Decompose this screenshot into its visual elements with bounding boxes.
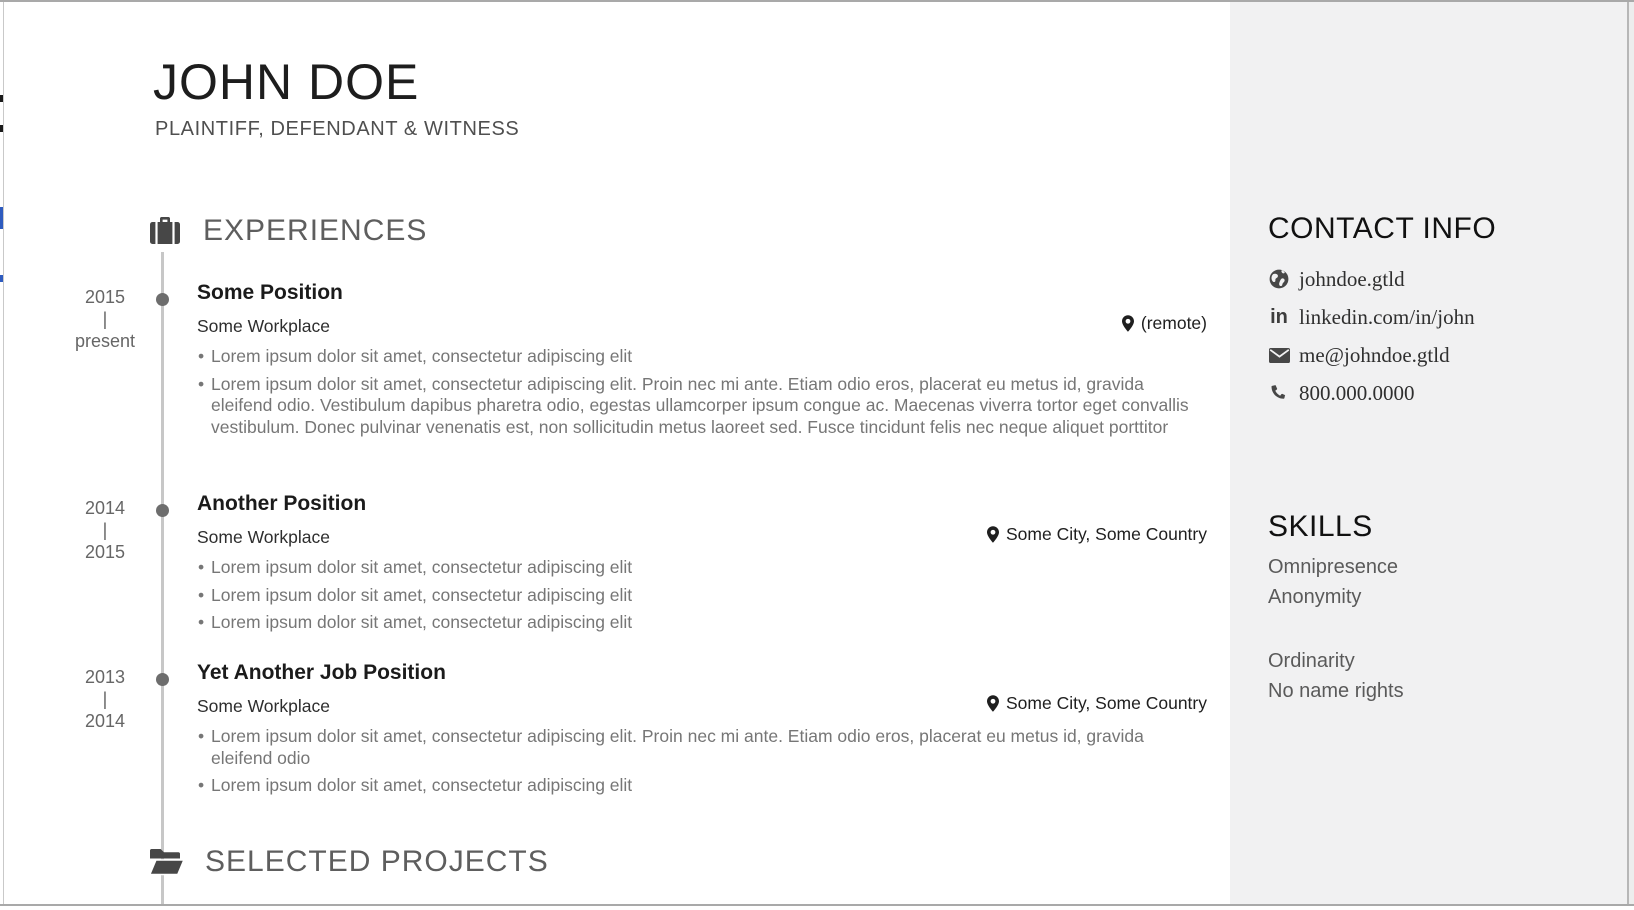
contact-item-website[interactable] [1268,260,1475,298]
skill-item: Ordinarity [1268,650,1355,672]
job-location: Some City, Some Country [987,524,1207,545]
job-bullet-list [197,346,1207,438]
window-bottom-border [0,904,1634,906]
envelope-icon [1268,348,1290,363]
job-bullet: • Lorem ipsum dolor sit amet, consectetur adipiscing elit [197,557,1207,579]
timeline-dot [156,673,169,686]
experience-dates: 2014 | 2015 [84,498,126,562]
experience-entry [0,660,1207,803]
job-bullet: • Lorem ipsum dolor sit amet, consectetur adipiscing elit [197,612,1207,634]
sidebar [1230,2,1627,904]
projects-section-header [149,845,549,879]
contact-item-email[interactable] [1268,336,1475,374]
job-bullet-list [197,557,1207,634]
contact-list [1268,260,1475,412]
left-edge-artifact [0,125,3,132]
job-title: Yet Another Job Position [197,661,446,684]
experience-entry [0,280,1207,444]
person-name: JOHN DOE [153,54,420,110]
experience-entry [0,491,1207,640]
contact-info-title: CONTACT INFO [1268,212,1497,245]
job-bullet: • Lorem ipsum dolor sit amet, consectetur adipiscing elit [197,585,1207,607]
contact-text: linkedin.com/in/john [1299,304,1475,329]
job-bullet: • Lorem ipsum dolor sit amet, consectetur adipiscing elit. Proin nec mi ante. Etiam odio eros, placerat eu metus id, gravida eleifend odio [197,726,1207,769]
job-title: Another Position [197,492,367,515]
job-bullet: • Lorem ipsum dolor sit amet, consectetur adipiscing elit [197,775,1207,797]
phone-icon [1268,385,1290,402]
experience-dates: 2015 | present [74,287,136,351]
job-bullet-list [197,726,1207,797]
contact-text: johndoe.gtld [1299,266,1405,291]
contact-text: 800.000.0000 [1299,380,1415,405]
map-pin-icon [987,526,999,543]
briefcase-icon [149,216,181,247]
experience-dates: 2013 | 2014 [84,667,126,731]
skills-title: SKILLS [1268,510,1373,543]
job-title: Some Position [197,281,343,304]
skills-list [1268,552,1404,740]
experiences-section-header [149,214,427,248]
left-edge-artifact [0,95,3,102]
job-workplace: Some Workplace [197,696,330,716]
linkedin-icon: in [1270,306,1288,328]
skills-group [1268,552,1404,612]
contact-text: me@johndoe.gtld [1299,342,1450,367]
job-location: (remote) [1122,313,1207,334]
timeline-dot [156,504,169,517]
skill-item: No name rights [1268,680,1404,702]
skill-item: Anonymity [1268,586,1362,608]
job-workplace: Some Workplace [197,527,330,547]
map-pin-icon [1122,315,1134,332]
projects-section-title: SELECTED PROJECTS [205,845,549,878]
contact-item-phone[interactable] [1268,374,1475,412]
folder-open-icon [149,848,183,876]
globe-icon [1268,269,1290,289]
contact-item-linkedin[interactable] [1268,298,1475,336]
map-pin-icon [987,695,999,712]
left-edge-artifact [0,207,3,229]
skills-group [1268,646,1404,706]
job-workplace: Some Workplace [197,316,330,336]
job-location: Some City, Some Country [987,693,1207,714]
skill-item: Omnipresence [1268,556,1399,578]
timeline-dot [156,293,169,306]
job-bullet: • Lorem ipsum dolor sit amet, consectetur adipiscing elit. Proin nec mi ante. Etiam odio eros, placerat eu metus id, gravida eleifend odio. Vestibulum dapibus pharetra odio, egestas ullamcorper ipsum congue ac. Maecenas viverra tortor eget convallis vestibulum. Donec pulvinar venenatis est, non sollicitudin metus laoreet sed. Fusce tincidunt felis nec neque aliquet porttitor [197,374,1207,439]
person-tagline: PLAINTIFF, DEFENDANT & WITNESS [155,118,520,140]
window-right-gutter [1629,2,1634,904]
job-bullet: • Lorem ipsum dolor sit amet, consectetur adipiscing elit [197,346,1207,368]
experiences-section-title: EXPERIENCES [203,214,428,247]
